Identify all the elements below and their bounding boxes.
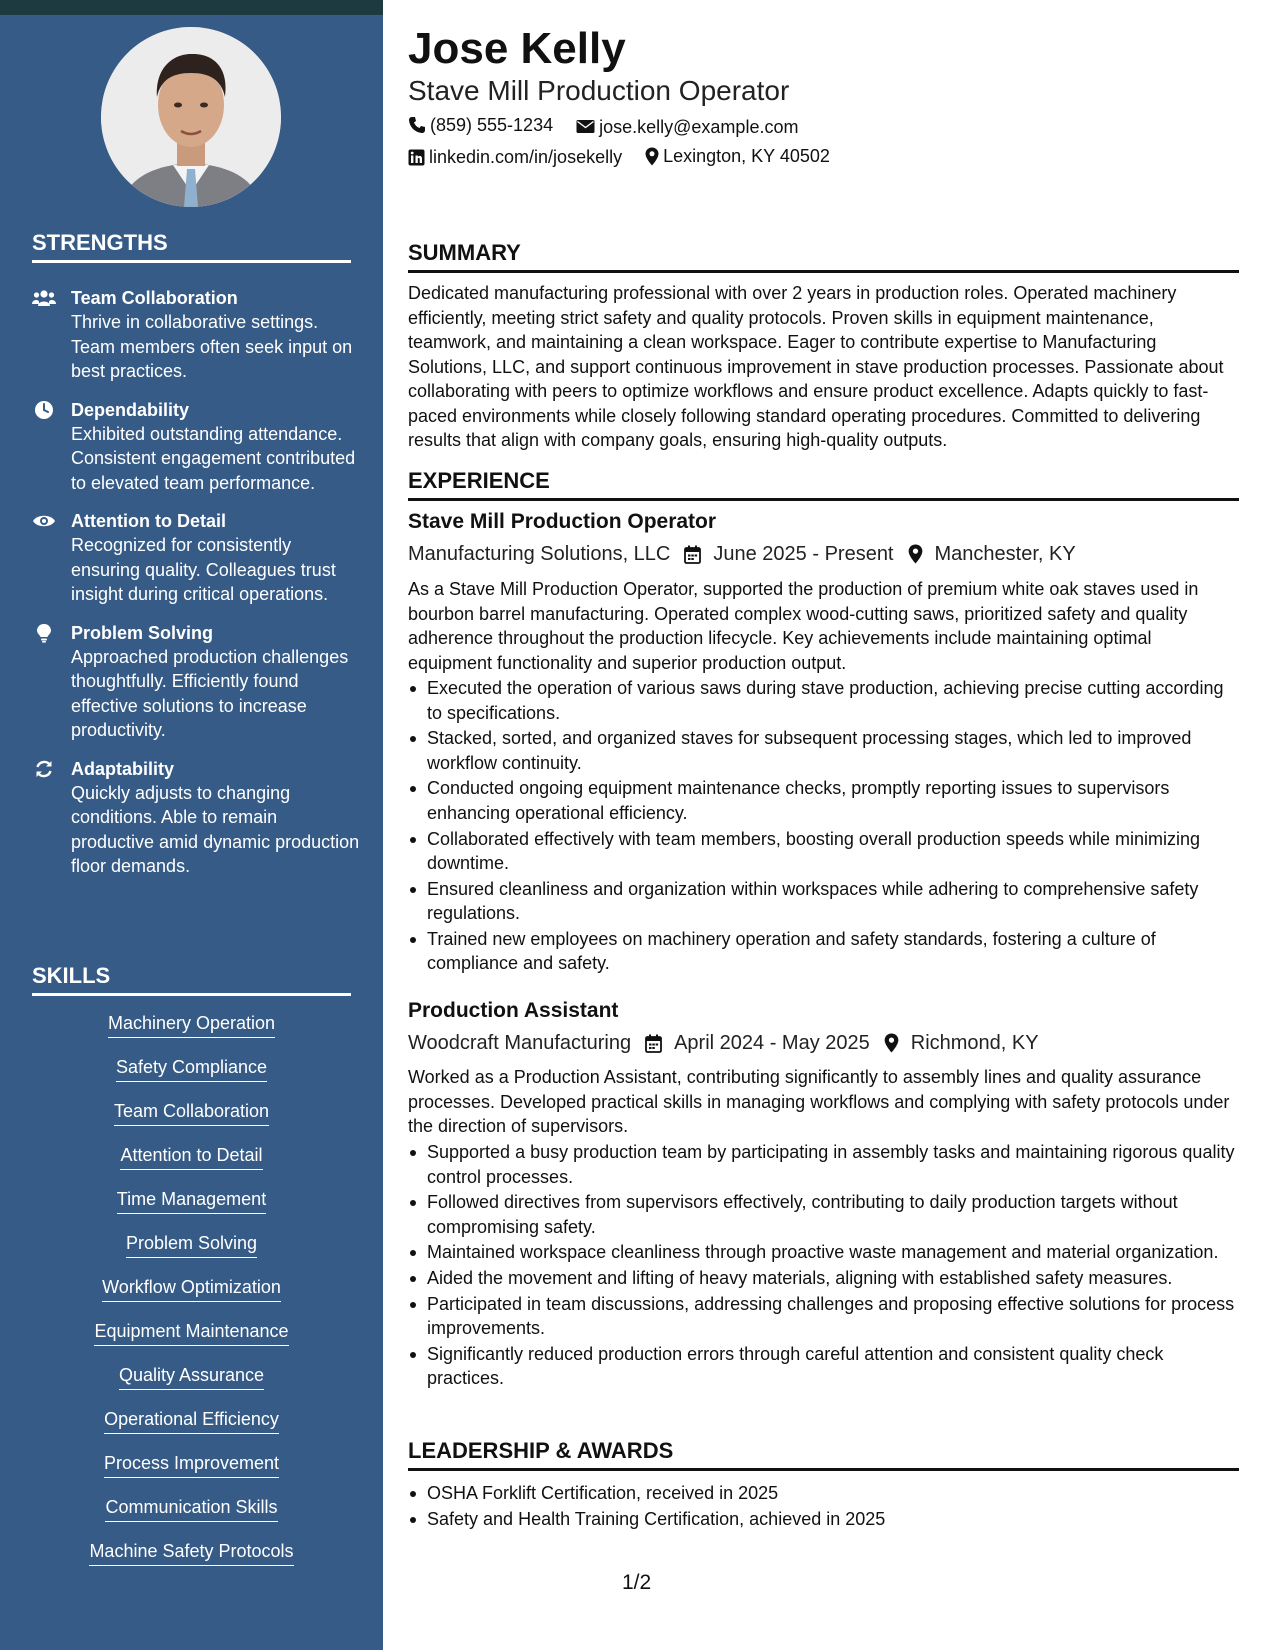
job-location: Richmond, KY bbox=[910, 1032, 1039, 1054]
linkedin-contact[interactable] bbox=[408, 145, 622, 169]
awards-heading: LEADERSHIP & AWARDS bbox=[408, 1437, 1239, 1471]
contact-row-2 bbox=[408, 144, 848, 172]
award-item: Safety and Health Training Certification, achieved in 2025 bbox=[408, 1507, 1239, 1532]
job-bullet: Conducted ongoing equipment maintenance checks, promptly reporting issues to supervisors enhancing operational efficiency. bbox=[408, 776, 1239, 825]
strength-item bbox=[32, 757, 362, 879]
phone-text: (859) 555-1234 bbox=[430, 115, 554, 135]
skill-item: Operational Efficiency bbox=[104, 1406, 279, 1434]
sidebar bbox=[0, 0, 383, 1650]
profile-photo bbox=[101, 27, 281, 207]
strength-title: Attention to Detail bbox=[71, 511, 226, 531]
strength-description: Quickly adjusts to changing conditions. Able to remain productive amid dynamic production floor demands. bbox=[71, 782, 360, 876]
users-icon bbox=[32, 288, 56, 308]
job-bullet: Trained new employees on machinery operation and safety standards, fostering a culture of compliance and safety. bbox=[408, 927, 1239, 976]
company-name: Woodcraft Manufacturing bbox=[408, 1032, 632, 1054]
strength-description: Recognized for consistently ensuring quality. Colleagues trust insight during critical operations. bbox=[71, 535, 336, 604]
linkedin-icon bbox=[408, 149, 425, 166]
job-bullets bbox=[408, 1140, 1239, 1392]
location-contact bbox=[645, 144, 830, 168]
skills-list bbox=[32, 1010, 351, 1582]
contact-row bbox=[408, 113, 816, 140]
job-bullet: Ensured cleanliness and organization within workspaces while adhering to comprehensive safety regulations. bbox=[408, 877, 1239, 926]
job-bullet: Significantly reduced production errors through careful attention and consistent quality check practices. bbox=[408, 1342, 1239, 1391]
job-location: Manchester, KY bbox=[934, 543, 1076, 565]
skill-item: Team Collaboration bbox=[114, 1098, 269, 1126]
job-title: Stave Mill Production Operator bbox=[408, 510, 717, 533]
map-pin-icon bbox=[884, 1033, 899, 1053]
job-bullets bbox=[408, 676, 1239, 977]
skill-item: Problem Solving bbox=[126, 1230, 257, 1258]
strength-item bbox=[32, 398, 362, 496]
map-pin-icon bbox=[645, 147, 659, 166]
headline-title: Stave Mill Production Operator bbox=[408, 75, 790, 106]
linkedin-text: linkedin.com/in/josekelly bbox=[429, 147, 623, 167]
calendar-icon bbox=[645, 1034, 662, 1053]
email-contact[interactable] bbox=[576, 115, 798, 139]
strength-title: Problem Solving bbox=[71, 622, 214, 643]
job-dates: April 2024 - May 2025 bbox=[674, 1032, 870, 1054]
job-dates: June 2025 - Present bbox=[713, 543, 894, 565]
job-description: Worked as a Production Assistant, contributing significantly to assembly lines and quality assurance processes. Developed practical skills in managing workflows and complying with safety protocols under the direction of supervisors. bbox=[408, 1067, 1230, 1136]
strength-description: Thrive in collaborative settings. Team members often seek input on best practices. bbox=[71, 312, 353, 381]
skill-item: Attention to Detail bbox=[120, 1142, 262, 1170]
skill-item: Equipment Maintenance bbox=[94, 1318, 288, 1346]
skill-item: Machinery Operation bbox=[108, 1010, 275, 1038]
skill-item: Process Improvement bbox=[104, 1450, 279, 1478]
person-name: Jose Kelly bbox=[408, 24, 626, 73]
map-pin-icon bbox=[908, 544, 923, 564]
strength-title: Dependability bbox=[71, 399, 190, 420]
location-text: Lexington, KY 40502 bbox=[663, 146, 830, 166]
strength-item bbox=[32, 286, 362, 384]
eye-icon bbox=[32, 511, 56, 531]
job-bullet: Participated in team discussions, addressing challenges and proposing effective solutions for process improvements. bbox=[408, 1292, 1239, 1341]
summary-text: Dedicated manufacturing professional with over 2 years in production roles. Operated machinery efficiently, meeting strict safety and quality protocols. Proven skills in equipment maintenance, teamwork, and maintaining a clean workspace. Eager to contribute expertise to Manufacturing Solutions, LLC, and support continuous improvement in stave production processes. Passionate about collaborating with peers to optimize workflows and ensure product excellence. Adapts quickly to fast-paced environments while closely following standard operating procedures. Committed to delivering results that align with company goals, ensuring high-quality outputs. bbox=[408, 283, 1224, 450]
sync-icon bbox=[32, 759, 56, 779]
job-bullet: Maintained workspace cleanliness through proactive waste management and material organization. bbox=[408, 1240, 1239, 1265]
award-item: OSHA Forklift Certification, received in 2025 bbox=[408, 1481, 1239, 1506]
strength-item bbox=[32, 509, 362, 607]
skill-item: Safety Compliance bbox=[116, 1054, 267, 1082]
clock-icon bbox=[32, 400, 56, 420]
skills-heading: SKILLS bbox=[32, 963, 351, 996]
strength-item bbox=[32, 621, 362, 743]
job-meta bbox=[408, 540, 1076, 568]
strength-title: Adaptability bbox=[71, 758, 175, 779]
strength-description: Approached production challenges thoughtfully. Efficiently found effective solutions to increase productivity. bbox=[71, 646, 349, 740]
calendar-icon bbox=[684, 545, 701, 564]
skill-item: Workflow Optimization bbox=[102, 1274, 281, 1302]
strengths-list bbox=[32, 286, 362, 893]
skill-item: Communication Skills bbox=[105, 1494, 277, 1522]
awards-list bbox=[408, 1481, 1239, 1532]
job-title: Production Assistant bbox=[408, 999, 619, 1022]
skill-item: Machine Safety Protocols bbox=[89, 1538, 293, 1566]
job-bullet: Executed the operation of various saws during stave production, achieving precise cutting according to specifications. bbox=[408, 676, 1239, 725]
phone-contact[interactable] bbox=[408, 113, 553, 137]
page-number: 1/2 bbox=[622, 1571, 652, 1594]
job-bullet: Stacked, sorted, and organized staves for subsequent processing stages, which led to improved workflow continuity. bbox=[408, 726, 1239, 775]
job-bullet: Followed directives from supervisors effectively, contributing to daily production targets without compromising safety. bbox=[408, 1190, 1239, 1239]
job-bullet: Aided the movement and lifting of heavy materials, aligning with established safety measures. bbox=[408, 1266, 1239, 1291]
strength-title: Team Collaboration bbox=[71, 288, 238, 308]
strength-description: Exhibited outstanding attendance. Consistent engagement contributed to elevated team performance. bbox=[71, 423, 356, 493]
lightbulb-icon bbox=[32, 623, 56, 643]
strengths-heading: STRENGTHS bbox=[32, 230, 351, 263]
experience-heading: EXPERIENCE bbox=[408, 467, 1239, 501]
skill-item: Time Management bbox=[117, 1186, 266, 1214]
skill-item: Quality Assurance bbox=[119, 1362, 264, 1390]
job-description: As a Stave Mill Production Operator, supported the production of premium white oak staves used in bourbon barrel manufacturing. Operated complex wood-cutting saws, prioritized safety and quality adherence throughout the production lifecycle. Key achievements include maintaining optimal equipment functionality and superior production output. bbox=[408, 579, 1199, 673]
email-text: jose.kelly@example.com bbox=[599, 116, 799, 137]
job-bullet: Collaborated effectively with team members, boosting overall production speeds while minimizing downtime. bbox=[408, 827, 1239, 876]
company-name: Manufacturing Solutions, LLC bbox=[408, 543, 671, 565]
envelope-icon bbox=[576, 119, 595, 134]
job-meta bbox=[408, 1029, 1039, 1057]
summary-heading: SUMMARY bbox=[408, 239, 1239, 273]
job-bullet: Supported a busy production team by participating in assembly tasks and maintaining rigorous quality control processes. bbox=[408, 1140, 1239, 1189]
sidebar-top-bar bbox=[0, 0, 383, 15]
phone-icon bbox=[408, 116, 426, 134]
